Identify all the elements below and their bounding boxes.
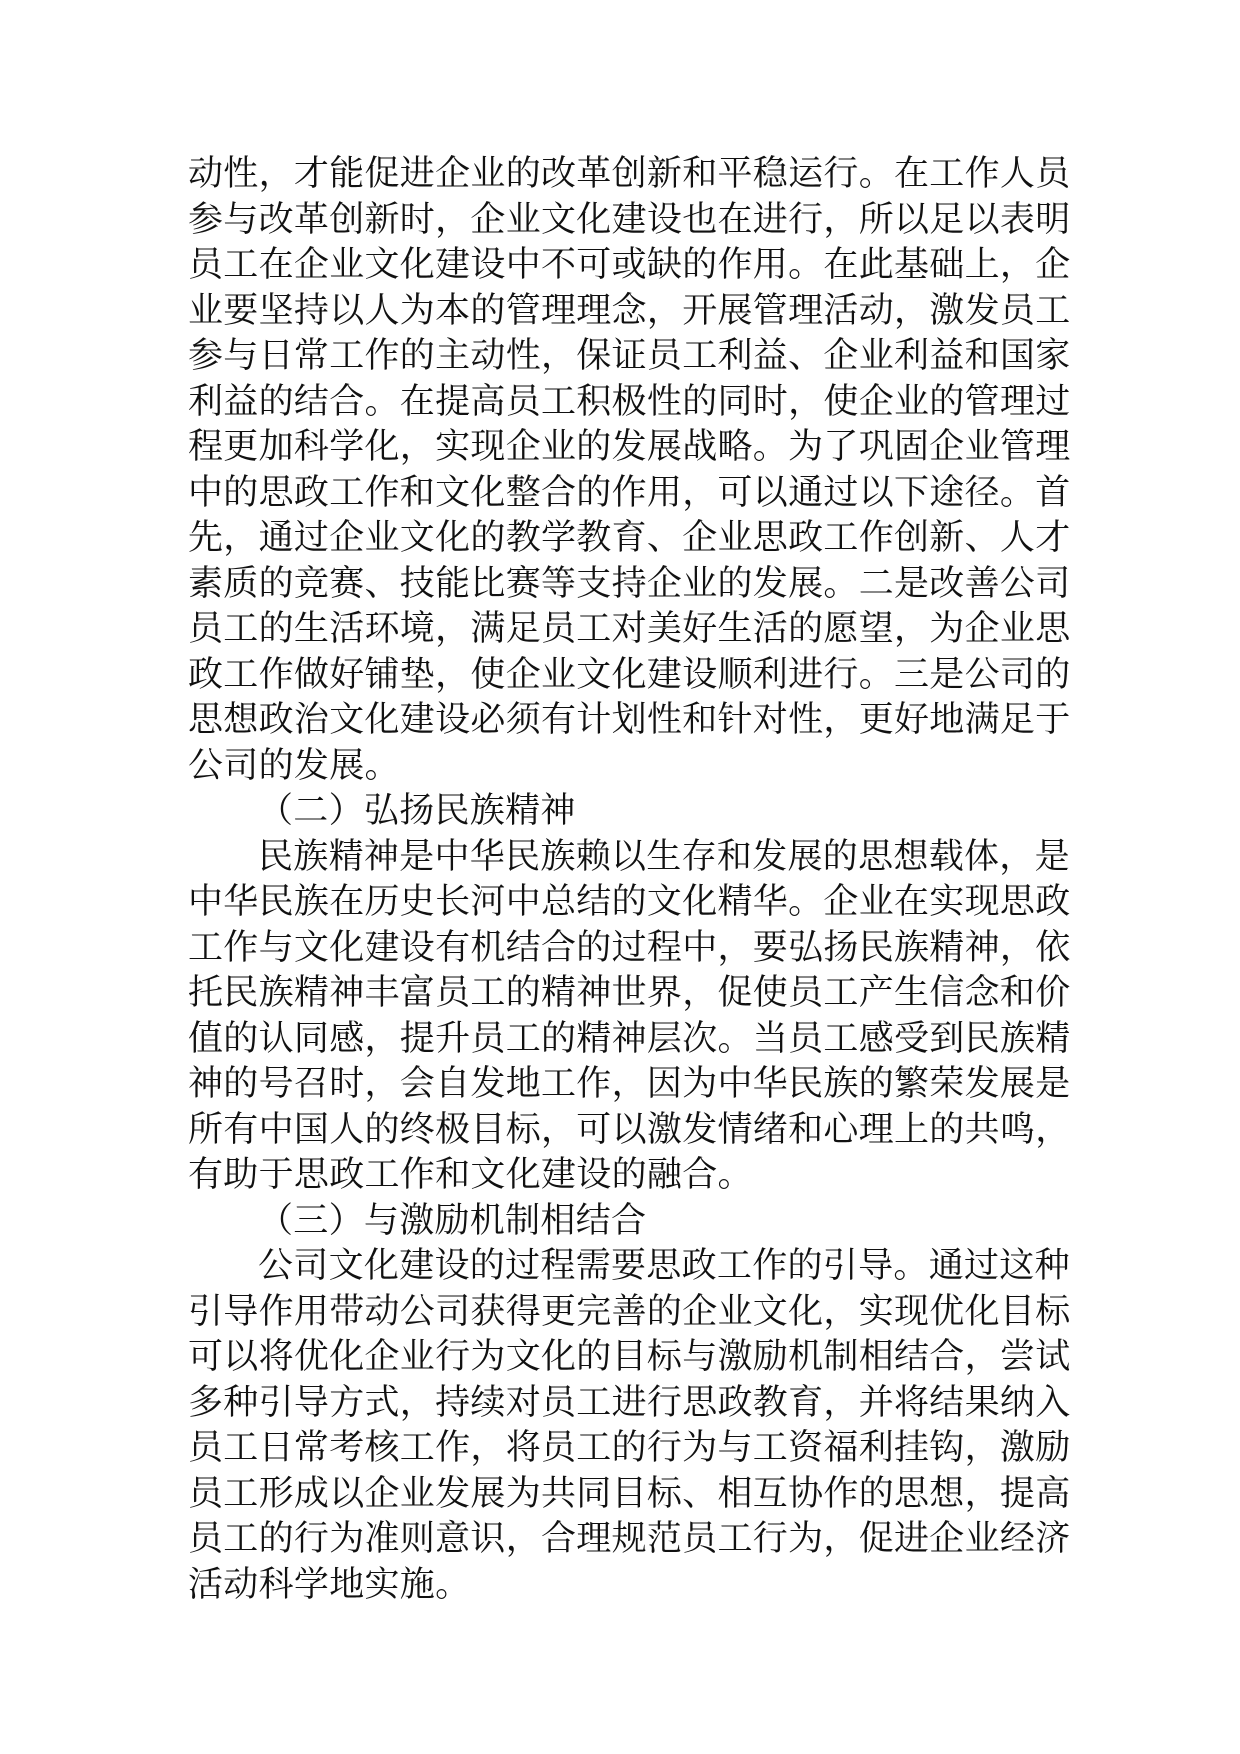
text-line: 先，通过企业文化的教学教育、企业思政工作创新、人才 [188, 518, 1071, 558]
text-line: 素质的竞赛、技能比赛等支持企业的发展。二是改善公司 [188, 563, 1071, 604]
text-line: 公司的发展。 [188, 745, 400, 786]
text-line: 有助于思政工作和文化建设的融合。 [188, 1155, 753, 1195]
text-line: 利益的结合。在提高员工积极性的同时，使企业的管理过 [188, 381, 1071, 422]
text-line: 中的思政工作和文化整合的作用，可以通过以下途径。首 [188, 472, 1071, 513]
text-line: 员工日常考核工作，将员工的行为与工资福利挂钩，激励 [188, 1428, 1071, 1468]
paragraph-2 [188, 835, 1071, 1199]
text-line: 托民族精神丰富员工的精神世界，促使员工产生信念和价 [188, 973, 1071, 1013]
text-line: 参与日常工作的主动性，保证员工利益、企业利益和国家 [188, 336, 1071, 376]
paragraph-3 [188, 1244, 1071, 1608]
text-line: 员工的行为准则意识，合理规范员工行为，促进企业经济 [188, 1519, 1071, 1559]
paragraph-1 [188, 152, 1071, 789]
text-line: 员工形成以企业发展为共同目标、相互协作的思想，提高 [188, 1473, 1071, 1514]
text-line: 业要坚持以人为本的管理理念，开展管理活动，激发员工 [188, 290, 1071, 331]
text-line: 员工的生活环境，满足员工对美好生活的愿望，为企业思 [188, 609, 1071, 649]
text-line: 可以将优化企业行为文化的目标与激励机制相结合，尝试 [188, 1337, 1071, 1377]
text-line: 政工作做好铺垫，使企业文化建设顺利进行。三是公司的 [188, 654, 1071, 695]
section-heading: （三）与激励机制相结合 [258, 1200, 647, 1241]
section-heading: （二）弘扬民族精神 [258, 791, 576, 831]
text-line: 公司文化建设的过程需要思政工作的引导。通过这种 [258, 1246, 1070, 1286]
text-line: 民族精神是中华民族赖以生存和发展的思想载体，是 [258, 836, 1070, 877]
text-line: 引导作用带动公司获得更完善的企业文化，实现优化目标 [188, 1291, 1071, 1332]
text-line: 思想政治文化建设必须有计划性和针对性，更好地满足于 [188, 700, 1071, 740]
text-line: 动性，才能促进企业的改革创新和平稳运行。在工作人员 [188, 154, 1071, 194]
text-line: 多种引导方式，持续对员工进行思政教育，并将结果纳入 [188, 1382, 1071, 1423]
text-line: 中华民族在历史长河中总结的文化精华。企业在实现思政 [188, 882, 1071, 922]
text-line: 所有中国人的终极目标，可以激发情绪和心理上的共鸣， [188, 1109, 1071, 1150]
text-line: 工作与文化建设有机结合的过程中，要弘扬民族精神，依 [188, 927, 1071, 968]
body-text [188, 152, 1071, 1608]
text-line: 程更加科学化，实现企业的发展战略。为了巩固企业管理 [188, 427, 1071, 467]
text-line: 活动科学地实施。 [188, 1564, 471, 1605]
text-line: 神的号召时，会自发地工作，因为中华民族的繁荣发展是 [188, 1064, 1071, 1104]
text-line: 员工在企业文化建设中不可或缺的作用。在此基础上，企 [188, 245, 1071, 285]
text-line: 参与改革创新时，企业文化建设也在进行，所以足以表明 [188, 199, 1071, 240]
text-line: 值的认同感，提升员工的精神层次。当员工感受到民族精 [188, 1018, 1071, 1059]
